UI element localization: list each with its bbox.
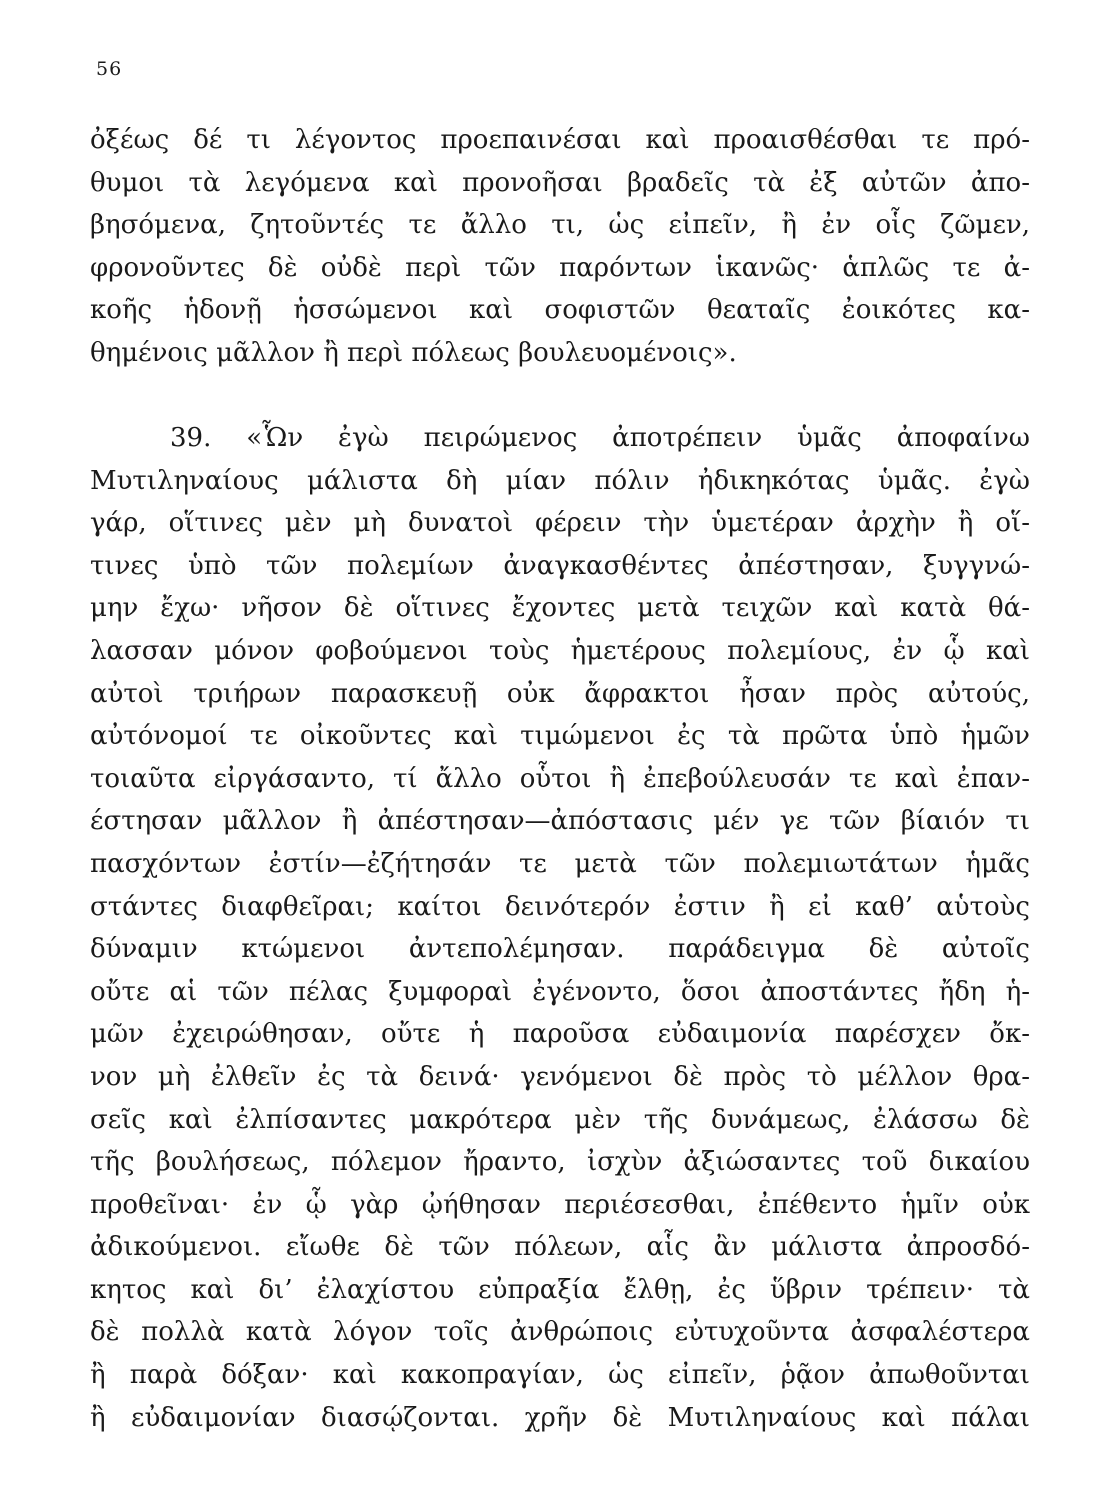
text-line: φρονοῦντες δὲ οὐδὲ περὶ τῶν παρόντων ἱκανῶς· ἁπλῶς τε ἀ- (90, 252, 1030, 283)
text-line: ἀδικούμενοι. εἴωθε δὲ τῶν πόλεων, αἷς ἂν μάλιστα ἀπροσδό- (90, 1232, 1030, 1263)
text-line: ἢ εὐδαιμονίαν διασῴζονται. χρῆν δὲ Μυτιληναίους καὶ πάλαι (90, 1402, 1030, 1433)
text-line: στάντες διαφθεῖραι; καίτοι δεινότερόν ἐστιν ἢ εἰ καθ’ αὑτοὺς (90, 891, 1030, 922)
text-line: λασσαν μόνον φοβούμενοι τοὺς ἡμετέρους πολεμίους, ἐν ᾧ καὶ (90, 635, 1030, 666)
page-number: 56 (96, 58, 123, 80)
text-line: πασχόντων ἐστίν—ἐζήτησάν τε μετὰ τῶν πολεμιωτάτων ἡμᾶς (90, 848, 1030, 879)
text-line: Μυτιληναίους μάλιστα δὴ μίαν πόλιν ἠδικηκότας ὑμᾶς. ἐγὼ (90, 465, 1030, 496)
paragraph-1 (90, 119, 1030, 375)
text-line: οὔτε αἱ τῶν πέλας ξυμφοραὶ ἐγένοντο, ὅσοι ἀποστάντες ἤδη ἡ- (90, 976, 1030, 1007)
paragraph-2 (90, 417, 1030, 1439)
text-line: μην ἔχω· νῆσον δὲ οἵτινες ἔχοντες μετὰ τειχῶν καὶ κατὰ θά- (90, 593, 1030, 624)
text-line: σεῖς καὶ ἐλπίσαντες μακρότερα μὲν τῆς δυνάμεως, ἐλάσσω δὲ (90, 1104, 1030, 1135)
text-line: δύναμιν κτώμενοι ἀντεπολέμησαν. παράδειγμα δὲ αὐτοῖς (90, 934, 1030, 965)
text-line: βησόμενα, ζητοῦντές τε ἄλλο τι, ὡς εἰπεῖν, ἢ ἐν οἷς ζῶμεν, (90, 210, 1030, 241)
text-line: μῶν ἐχειρώθησαν, οὔτε ἡ παροῦσα εὐδαιμονία παρέσχεν ὄκ- (90, 1019, 1030, 1050)
text-line: αὐτόνομοί τε οἰκοῦντες καὶ τιμώμενοι ἐς τὰ πρῶτα ὑπὸ ἡμῶν (90, 721, 1030, 752)
text-line: γάρ, οἵτινες μὲν μὴ δυνατοὶ φέρειν τὴν ὑμετέραν ἀρχὴν ἢ οἵ- (90, 508, 1030, 539)
text-line: θυμοι τὰ λεγόμενα καὶ προνοῆσαι βραδεῖς τὰ ἐξ αὐτῶν ἀπο- (90, 167, 1030, 198)
text-line: προθεῖναι· ἐν ᾧ γὰρ ᾠήθησαν περιέσεσθαι, ἐπέθεντο ἡμῖν οὐκ (90, 1189, 1030, 1220)
text-line: δὲ πολλὰ κατὰ λόγον τοῖς ἀνθρώποις εὐτυχοῦντα ἀσφαλέστερα (90, 1317, 1030, 1348)
text-line: αὐτοὶ τριήρων παρασκευῇ οὐκ ἄφρακτοι ἦσαν πρὸς αὐτούς, (90, 678, 1030, 709)
text-line: τῆς βουλήσεως, πόλεμον ἤραντο, ἰσχὺν ἀξιώσαντες τοῦ δικαίου (90, 1147, 1030, 1178)
text-line: τοιαῦτα εἰργάσαντο, τί ἄλλο οὗτοι ἢ ἐπεβούλευσάν τε καὶ ἐπαν- (90, 763, 1030, 794)
text-line: ὀξέως δέ τι λέγοντος προεπαινέσαι καὶ προαισθέσθαι τε πρό- (90, 125, 1030, 155)
text-line: έστησαν μᾶλλον ἢ ἀπέστησαν—ἀπόστασις μέν γε τῶν βίαιόν τι (90, 806, 1030, 837)
text-line: νον μὴ ἐλθεῖν ἐς τὰ δεινά· γενόμενοι δὲ πρὸς τὸ μέλλον θρα- (90, 1061, 1030, 1092)
text-line: κητος καὶ δι’ ἐλαχίστου εὐπραξία ἔλθῃ, ἐς ὕβριν τρέπειν· τὰ (90, 1274, 1030, 1305)
text-line: κοῆς ἡδονῇ ἡσσώμενοι καὶ σοφιστῶν θεαταῖς ἐοικότες κα- (90, 295, 1030, 326)
text-line: θημένοις μᾶλλον ἢ περὶ πόλεως βουλευομένοις». (90, 337, 737, 368)
text-line: ἢ παρὰ δόξαν· καὶ κακοπραγίαν, ὡς εἰπεῖν, ῥᾷον ἀπωθοῦνται (90, 1360, 1030, 1391)
text-line: 39. «Ὧν ἐγὼ πειρώμενος ἀποτρέπειν ὑμᾶς ἀποφαίνω (170, 423, 1030, 453)
text-line: τινες ὑπὸ τῶν πολεμίων ἀναγκασθέντες ἀπέστησαν, ξυγγνώ- (90, 550, 1030, 581)
